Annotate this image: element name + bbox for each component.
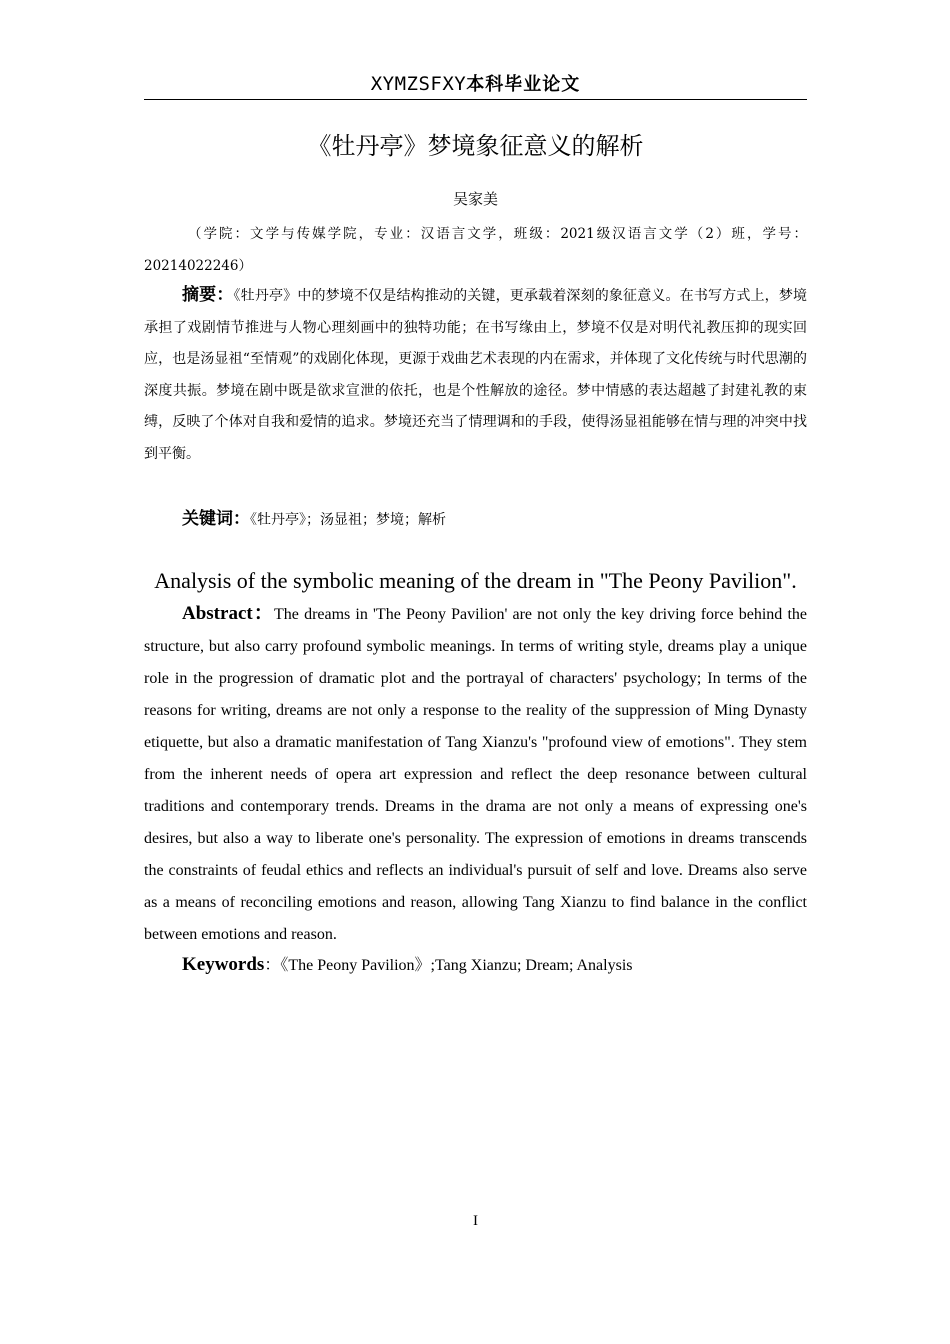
- english-keywords-text: 《The Peony Pavilion》;Tang Xianzu; Dream; Analysis: [280, 957, 633, 974]
- page-number: I: [473, 1213, 478, 1229]
- author-name: 吴家美: [452, 190, 498, 208]
- english-abstract-text: The dreams in 'The Peony Pavilion' are not only the key driving force behind the structure, but also carry profound symbolic meanings. In terms of writing style, dreams play a unique role in the progression of dramatic plot and the portrayal of characters' psychology; In terms of the reasons for writing, dreams are not only a response to the reality of the suppression of Ming Dynasty etiquette, but also a dramatic manifestation of Tang Xianzu's "profound view of emotions". They stem from the inherent needs of opera art expression and reflect the deep resonance between cultural traditions and contemporary trends. Dreams in the drama are not only a means of expressing one's desires, but also a way to liberate one's personality. The expression of emotions in dreams transcends the constraints of feudal ethics and reflects an individual's pursuit of self and love. Dreams also serve as a means of reconciling emotions and reason, allowing Tang Xianzu to find balance in the conflict between emotions and reason.: [144, 606, 808, 943]
- english-keywords: [144, 950, 807, 981]
- english-keywords-colon: ：: [264, 957, 281, 974]
- header-code: XYMZSFXY: [370, 73, 467, 95]
- english-abstract-label: Abstract：: [182, 603, 275, 624]
- paper-title: 《牡丹亭》梦境象征意义的解析: [307, 132, 644, 160]
- chinese-keywords: [144, 504, 807, 537]
- english-abstract: [144, 598, 807, 951]
- english-keywords-label: Keywords: [182, 954, 265, 975]
- header-label: 本科毕业论文: [466, 74, 581, 95]
- chinese-keywords-label: 关键词：: [182, 509, 250, 529]
- chinese-abstract-label: 摘要：: [182, 285, 234, 305]
- chinese-abstract: [144, 280, 807, 470]
- chinese-keywords-text: 《牡丹亭》；汤显祖；梦境；解析: [250, 512, 446, 528]
- chinese-abstract-text: 《牡丹亭》中的梦境不仅是结构推动的关键，更承载着深刻的象征意义。在书写方式上，梦境承担了戏剧情节推进与人物心理刻画中的独特功能；在书写缘由上，梦境不仅是对明代礼教压抑的现实回应，也是汤显祖“至情观”的戏剧化体现，更源于戏曲艺术表现的内在需求，并体现了文化传统与时代思潮的深度共振。梦境在剧中既是欲求宣泄的依托，也是个性解放的途径。梦中情感的表达超越了封建礼教的束缚，反映了个体对自我和爱情的追求。梦境还充当了情理调和的手段，使得汤显祖能够在情与理的冲突中找到平衡。: [144, 288, 808, 462]
- author-affiliation: （学院：文学与传媒学院，专业：汉语言文学，班级：2021级汉语言文学（2）班，学号：20214022246）: [144, 226, 807, 274]
- page-header: [144, 70, 807, 100]
- english-title: Analysis of the symbolic meaning of the dream in "The Peony Pavilion".: [154, 568, 797, 593]
